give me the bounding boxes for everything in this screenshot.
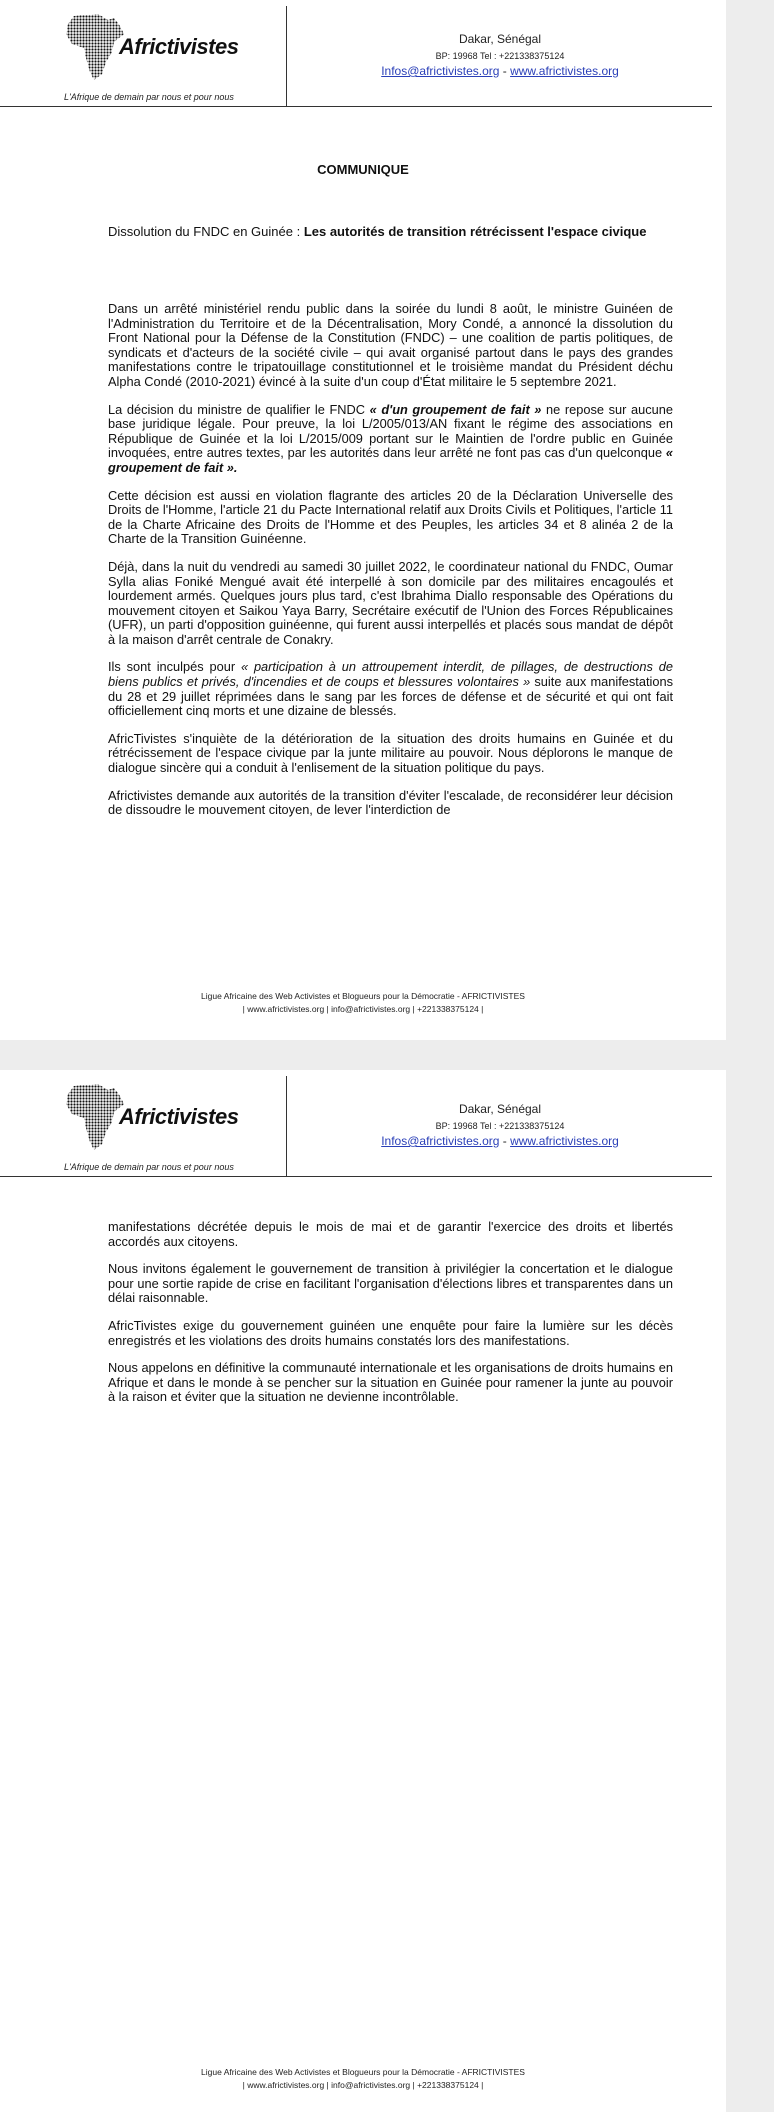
website-link[interactable]: www.africtivistes.org <box>510 64 619 78</box>
contact-links <box>340 1134 660 1148</box>
paragraph-2 <box>108 403 673 476</box>
subject <box>108 224 673 240</box>
contact-block <box>340 32 660 78</box>
divider-horizontal <box>0 106 712 107</box>
p2-text-a: La décision du ministre de qualifier le FNDC <box>108 401 370 417</box>
document-title: COMMUNIQUE <box>317 162 409 177</box>
bp-phone: BP: 19968 Tel : +221338375124 <box>435 1121 565 1131</box>
tagline: L'Afrique de demain par nous et pour nous <box>64 1162 234 1172</box>
body-page-1 <box>108 302 673 831</box>
page-footer <box>0 990 726 1016</box>
paragraph-10: Nous appelons en définitive la communauté internationale et les organisations de droits humains en Afrique et dans le monde à se pencher sur la situation en Guinée pour ramener la junte au pouvoir à la raison et éviter que la situation ne devienne incontrôlable. <box>108 1360 673 1405</box>
divider-horizontal <box>0 1176 712 1177</box>
footer-line-2: | www.africtivistes.org | info@africtivistes.org | +221338375124 | <box>242 1004 484 1014</box>
letterhead <box>0 0 726 108</box>
contact-block <box>340 1102 660 1148</box>
p5-text-a: Ils sont inculpés pour <box>108 659 241 675</box>
africa-map-icon <box>64 12 126 82</box>
logo <box>64 12 294 82</box>
paragraph-6: AfricTivistes s'inquiète de la détérioration de la situation des droits humains en Guinée et du rétrécissement de l'espace civique par la junte militaire au pouvoir. Nous déplorons le manque de dialogue sincère qui a conduit à l'enlisement de la situation politique du pays. <box>108 730 673 776</box>
page-footer <box>0 2066 726 2092</box>
paragraph-4: Déjà, dans la nuit du vendredi au samedi 30 juillet 2022, le coordinateur national du FNDC, Oumar Sylla alias Foniké Mengué avait été interpellé à son domicile par des militaires encagoulés et lourdement armés. Quelques jours plus tard, c'est Ibrahima Diallo responsable des Opérations du mouvement citoyen et Saikou Yaya Barry, Secrétaire exécutif de l'Union des Forces Républicaines (UFR), un parti d'opposition guinéenne, qui furent aussi interpellés et placés sous mandat de dépôt à la maison d'arrêt centrale de Conakry. <box>108 558 673 647</box>
paragraph-3: Cette décision est aussi en violation flagrante des articles 20 de la Déclaration Universelle des Droits de l'Homme, l'article 21 du Pacte International relatif aux Droits Civils et Politiques, l'article 11 de la Charte Africaine des Droits de l'Homme et des Peuples, les articles 34 et 8 alinéa 2 de la Charte de la Transition Guinéenne. <box>108 487 673 547</box>
p5-text-b: suite aux manifestations du 28 et 29 juillet réprimées dans le sang par les forces de défense et de sécurité et qui ont fait officiellement cinq morts et une dizaine de blessés. <box>108 674 673 719</box>
footer-line-2: | www.africtivistes.org | info@africtivistes.org | +221338375124 | <box>242 2080 484 2090</box>
paragraph-5 <box>108 660 673 718</box>
p2-quote-1: « d'un groupement de fait » <box>369 401 542 417</box>
p5-quote: « participation à un attroupement interdit, de pillages, de destructions de biens publics et privés, d'incendies et de coups et blessures volontaires » <box>108 659 673 690</box>
divider-vertical <box>286 1076 287 1176</box>
divider-vertical <box>286 6 287 106</box>
p2-text-b: ne repose sur aucune base juridique légale. Pour preuve, la loi L/2005/013/AN fixant le régime des associations en République de Guinée et la loi L/2015/009 portant sur le Maintien de l'ordre public en Guinée invoquées, entre autres textes, par les autorités dans leur arrêté ne font pas cas d'un quelconque <box>108 401 673 461</box>
page-2 <box>0 1070 726 2112</box>
africa-map-icon <box>64 1082 126 1152</box>
tagline: L'Afrique de demain par nous et pour nous <box>64 92 234 102</box>
org-name: Africtivistes <box>119 34 239 59</box>
bp-phone: BP: 19968 Tel : +221338375124 <box>435 51 565 61</box>
paragraph-7-end: manifestations décrétée depuis le mois de mai et de garantir l'exercice des droits et libertés accordés aux citoyens. <box>108 1219 673 1249</box>
page-1 <box>0 0 726 1040</box>
link-separator: - <box>499 1134 511 1148</box>
email-link[interactable]: Infos@africtivistes.org <box>381 1134 500 1148</box>
org-name: Africtivistes <box>119 1104 239 1129</box>
subject-headline: Les autorités de transition rétrécissent l'espace civique <box>303 224 647 239</box>
city: Dakar, Sénégal <box>458 1102 542 1116</box>
city: Dakar, Sénégal <box>458 32 542 46</box>
contact-links <box>340 64 660 78</box>
p2-quote-2: « groupement de fait ». <box>108 445 673 475</box>
link-separator: - <box>499 64 511 78</box>
email-link[interactable]: Infos@africtivistes.org <box>381 64 500 78</box>
footer-line-1: Ligue Africaine des Web Activistes et Blogueurs pour la Démocratie - AFRICTIVISTES <box>201 2067 525 2077</box>
subject-prefix: Dissolution du FNDC en Guinée : <box>108 224 304 239</box>
paragraph-8: Nous invitons également le gouvernement de transition à privilégier la concertation et le dialogue pour une sortie rapide de crise en facilitant l'organisation d'élections libres et transparentes dans un délai raisonnable. <box>108 1261 673 1306</box>
paragraph-7-start: Africtivistes demande aux autorités de la transition d'éviter l'escalade, de reconsidérer leur décision de dissoudre le mouvement citoyen, de lever l'interdiction de <box>108 787 673 818</box>
letterhead <box>0 1070 726 1178</box>
footer-line-1: Ligue Africaine des Web Activistes et Blogueurs pour la Démocratie - AFRICTIVISTES <box>201 991 525 1001</box>
page-gap <box>0 1040 774 1070</box>
body-page-2 <box>108 1220 673 1418</box>
paragraph-1: Dans un arrêté ministériel rendu public dans la soirée du lundi 8 août, le ministre Guinéen de l'Administration du Territoire et de la Décentralisation, Mory Condé, a annoncé la dissolution du Front National pour la Défense de la Constitution (FNDC) – une coalition de partis politiques, de syndicats et d'acteurs de la société civile – qui avait organisé partout dans le pays des grandes manifestations contre le tripatouillage constitutionnel et le troisième mandat du Président déchu Alpha Condé (2010-2021) évincé à la suite d'un coup d'État militaire le 5 septembre 2021. <box>108 301 673 389</box>
logo <box>64 1082 294 1152</box>
paragraph-9: AfricTivistes exige du gouvernement guinéen une enquête pour faire la lumière sur les décès enregistrés et les violations des droits humains constatés lors des manifestations. <box>108 1317 673 1348</box>
website-link[interactable]: www.africtivistes.org <box>510 1134 619 1148</box>
